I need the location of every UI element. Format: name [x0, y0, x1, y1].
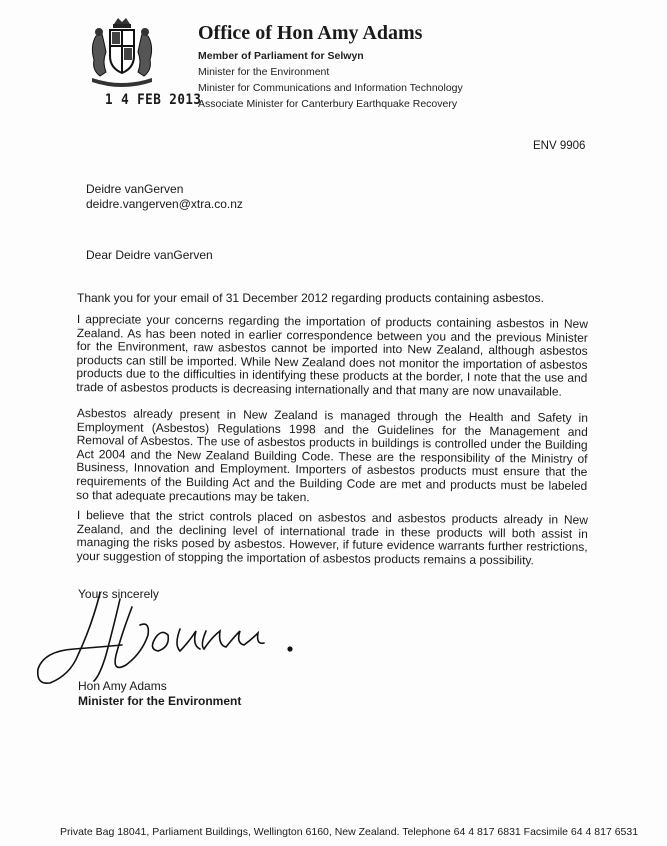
office-title: Office of Hon Amy Adams: [198, 22, 423, 44]
closing: Yours sincerely: [78, 587, 159, 601]
salutation: Dear Deidre vanGerven: [86, 248, 213, 262]
body-paragraph-1: Thank you for your email of 31 December 2012 regarding products containing asbestos.: [77, 291, 544, 305]
handwritten-signature: [30, 585, 330, 695]
body-paragraph-3: Asbestos already present in New Zealand is managed through the Health and Safety in Employment (Asbestos) Regulations 1998 and the Guidelines for the Management and Removal of Asbestos. The use of asbestos products in buildings is controlled under the Building Act 2004 and the New Zealand Building Code. These are the responsibility of the Ministry of Business, Innovation and Employment. Importers of asbestos products must ensure that the requirements of the Building Act and the Building Code are met and products must be labeled so that adequate precautions may be taken.: [76, 406, 588, 504]
role-line-1: Member of Parliament for Selwyn: [198, 50, 364, 62]
body-paragraph-4: I believe that the strict controls placed on asbestos and asbestos products already in New Zealand, and the declining level of international trade in these products will both assist in managing the risks posed by asbestos. However, if future evidence warrants further restrictions, your suggestion of stopping the importation of asbestos products remains a possibility.: [76, 508, 588, 568]
recipient-name: Deidre vanGerven: [86, 182, 184, 196]
signer-title: Minister for the Environment: [78, 694, 242, 708]
reference-number: ENV 9906: [533, 140, 586, 152]
signer-name: Hon Amy Adams: [78, 679, 167, 693]
body-paragraph-2: I appreciate your concerns regarding the importation of products containing asbestos in New Zealand. As has been noted in earlier correspondence between you and the previous Minister for the Environment, raw asbestos cannot be imported into New Zealand, although asbestos products can still be imported. While New Zealand does not monitor the importation of asbestos products due to the difficulties in identifying these products at the border, I note that the use and trade of asbestos products is decreasing internationally and that many are now unavailable.: [76, 312, 588, 399]
date-stamp: 1 4 FEB 2013: [105, 92, 202, 108]
role-line-4: Associate Minister for Canterbury Earthquake Recovery: [198, 98, 458, 110]
role-line-2: Minister for the Environment: [198, 66, 330, 78]
nz-coat-of-arms-icon: [82, 16, 162, 90]
role-line-3: Minister for Communications and Information Technology: [198, 82, 463, 94]
letterhead-footer: Private Bag 18041, Parliament Buildings, Wellington 6160, New Zealand. Telephone 64 4 817 6831 Facsimile 64 4 817 6531: [60, 826, 639, 838]
recipient-email: deidre.vangerven@xtra.co.nz: [86, 197, 243, 211]
